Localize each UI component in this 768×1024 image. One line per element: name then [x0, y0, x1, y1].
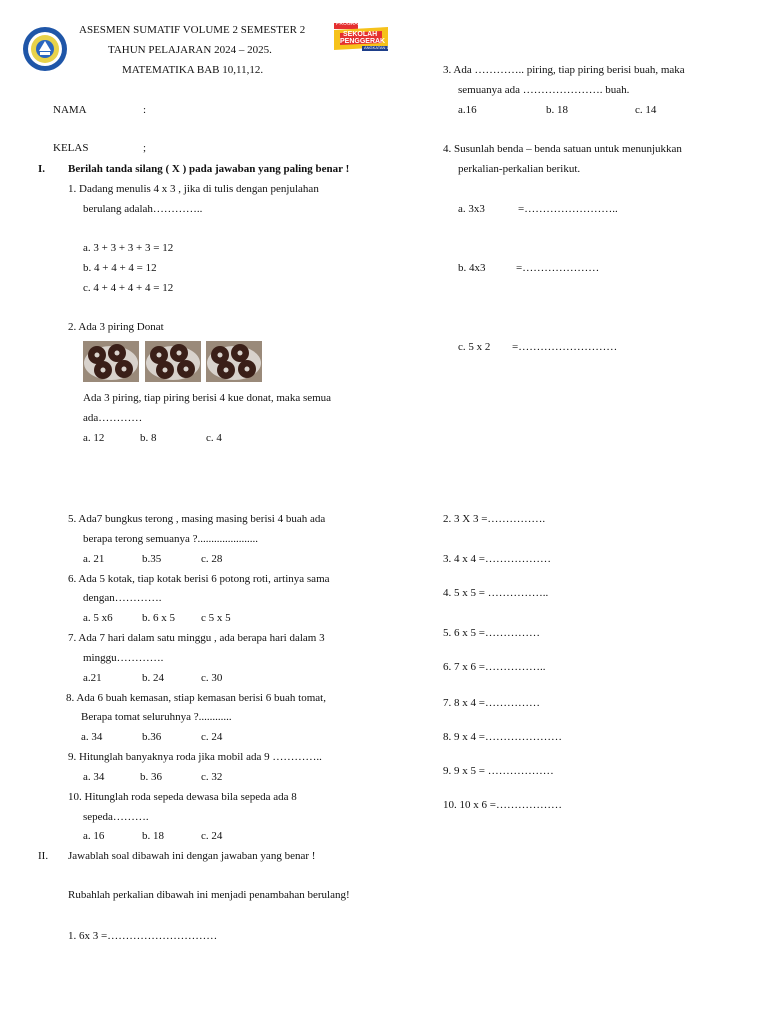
q1-line-2: berulang adalah………….. — [83, 203, 203, 215]
badge-program: PROGRAM — [336, 21, 362, 27]
q3-option-b[interactable]: b. 18 — [546, 104, 568, 116]
donut-plate-image — [83, 341, 139, 382]
q8-line-2: Berapa tomat seluruhnya ?............ — [81, 711, 232, 723]
q7-option-c[interactable]: c. 30 — [201, 672, 223, 684]
q2-line-1: 2. Ada 3 piring Donat — [68, 321, 164, 333]
header-line-3: MATEMATIKA BAB 10,11,12. — [122, 64, 264, 76]
essay-item[interactable]: 4. 5 x 5 = …………….. — [443, 587, 549, 599]
section-2-title: Jawablah soal dibawah ini dengan jawaban yang benar ! — [68, 850, 316, 862]
q5-option-c[interactable]: c. 28 — [201, 553, 223, 565]
section-1-title: Berilah tanda silang ( X ) pada jawaban yang paling benar ! — [68, 163, 350, 175]
q6-option-a[interactable]: a. 5 x6 — [83, 612, 113, 624]
essay-item[interactable]: 10. 10 x 6 =……………… — [443, 799, 562, 811]
essay-item[interactable]: 1. 6x 3 =………………………… — [68, 930, 218, 942]
essay-item[interactable]: 9. 9 x 5 = ……………… — [443, 765, 554, 777]
header-line-1: ASESMEN SUMATIF VOLUME 2 SEMESTER 2 — [79, 24, 306, 36]
q10-line-1: 10. Hitunglah roda sepeda dewasa bila sepeda ada 8 — [68, 791, 297, 803]
q3-line-2: semuanya ada …………………. buah. — [458, 84, 630, 96]
q10-line-2: sepeda………. — [83, 811, 149, 823]
q5-option-b[interactable]: b.35 — [142, 553, 162, 565]
q2-option-b[interactable]: b. 8 — [140, 432, 157, 444]
q6-line-2: dengan…………. — [83, 592, 162, 604]
section-2-number: II. — [38, 850, 49, 862]
q8-option-c[interactable]: c. 24 — [201, 731, 223, 743]
q5-option-a[interactable]: a. 21 — [83, 553, 105, 565]
school-logo — [22, 26, 68, 72]
q7-option-b[interactable]: b. 24 — [142, 672, 164, 684]
q10-option-c[interactable]: c. 24 — [201, 830, 223, 842]
nama-label: NAMA — [53, 104, 87, 116]
q7-line-2: minggu…………. — [83, 652, 164, 664]
q2-line-3: ada………… — [83, 412, 143, 424]
essay-item[interactable]: 5. 6 x 5 =…………… — [443, 627, 540, 639]
q1-option-a[interactable]: a. 3 + 3 + 3 + 3 = 12 — [83, 242, 174, 254]
q4-item-a-blank[interactable]: =…………………….. — [518, 203, 618, 215]
q2-option-a[interactable]: a. 12 — [83, 432, 105, 444]
kelas-separator: ; — [143, 142, 147, 154]
q4-line-2: perkalian-perkalian berikut. — [458, 163, 581, 175]
q2-option-c[interactable]: c. 4 — [206, 432, 222, 444]
q4-item-b-blank[interactable]: =………………… — [516, 262, 600, 274]
q10-option-b[interactable]: b. 18 — [142, 830, 164, 842]
q9-option-a[interactable]: a. 34 — [83, 771, 105, 783]
q4-item-c-blank[interactable]: =……………………… — [512, 341, 618, 353]
q7-option-a[interactable]: a.21 — [83, 672, 102, 684]
essay-item[interactable]: 6. 7 x 6 =…………….. — [443, 661, 546, 673]
essay-item[interactable]: 8. 9 x 4 =………………… — [443, 731, 562, 743]
q5-line-1: 5. Ada7 bungkus terong , masing masing berisi 4 buah ada — [68, 513, 326, 525]
q1-line-1: 1. Dadang menulis 4 x 3 , jika di tulis dengan penjulahan — [68, 183, 319, 195]
q8-line-1: 8. Ada 6 buah kemasan, stiap kemasan berisi 6 buah tomat, — [66, 692, 326, 704]
donut-plate-image — [206, 341, 262, 382]
badge-sekolah: SEKOLAH — [343, 31, 378, 38]
q9-line-1: 9. Hitunglah banyaknya roda jika mobil ada 9 ………….. — [68, 751, 322, 763]
q7-line-1: 7. Ada 7 hari dalam satu minggu , ada berapa hari dalam 3 — [68, 632, 325, 644]
q9-option-c[interactable]: c. 32 — [201, 771, 223, 783]
section-2-instruction: Rubahlah perkalian dibawah ini menjadi penambahan berulang! — [68, 889, 350, 901]
essay-item[interactable]: 2. 3 X 3 =……………. — [443, 513, 546, 525]
q5-line-2: berapa terong semuanya ?...................... — [83, 533, 259, 545]
badge-angkatan: ANGKATAN 1 — [364, 45, 389, 50]
q4-item-a-label: a. 3x3 — [458, 203, 485, 215]
essay-item[interactable]: 7. 8 x 4 =…………… — [443, 697, 540, 709]
q9-option-b[interactable]: b. 36 — [140, 771, 162, 783]
q6-line-1: 6. Ada 5 kotak, tiap kotak berisi 6 potong roti, artinya sama — [68, 573, 330, 585]
q8-option-b[interactable]: b.36 — [142, 731, 162, 743]
q1-option-c[interactable]: c. 4 + 4 + 4 + 4 = 12 — [83, 282, 174, 294]
essay-item[interactable]: 3. 4 x 4 =……………… — [443, 553, 551, 565]
q1-option-b[interactable]: b. 4 + 4 + 4 = 12 — [83, 262, 157, 274]
badge-penggerak: PENGGERAK — [340, 38, 386, 45]
q6-option-b[interactable]: b. 6 x 5 — [142, 612, 175, 624]
q3-option-a[interactable]: a.16 — [458, 104, 477, 116]
donut-plate-image — [145, 341, 201, 382]
q4-item-c-label: c. 5 x 2 — [458, 341, 491, 353]
section-1-number: I. — [38, 163, 46, 175]
q6-option-c[interactable]: c 5 x 5 — [201, 612, 231, 624]
q4-item-b-label: b. 4x3 — [458, 262, 486, 274]
q10-option-a[interactable]: a. 16 — [83, 830, 105, 842]
nama-separator: : — [143, 104, 147, 116]
q3-option-c[interactable]: c. 14 — [635, 104, 657, 116]
q3-line-1: 3. Ada ………….. piring, tiap piring berisi buah, maka — [443, 64, 685, 76]
header-line-2: TAHUN PELAJARAN 2024 – 2025. — [108, 44, 272, 56]
q8-option-a[interactable]: a. 34 — [81, 731, 103, 743]
q2-line-2: Ada 3 piring, tiap piring berisi 4 kue donat, maka semua — [83, 392, 332, 404]
q4-line-1: 4. Susunlah benda – benda satuan untuk menunjukkan — [443, 143, 682, 155]
kelas-label: KELAS — [53, 142, 89, 154]
